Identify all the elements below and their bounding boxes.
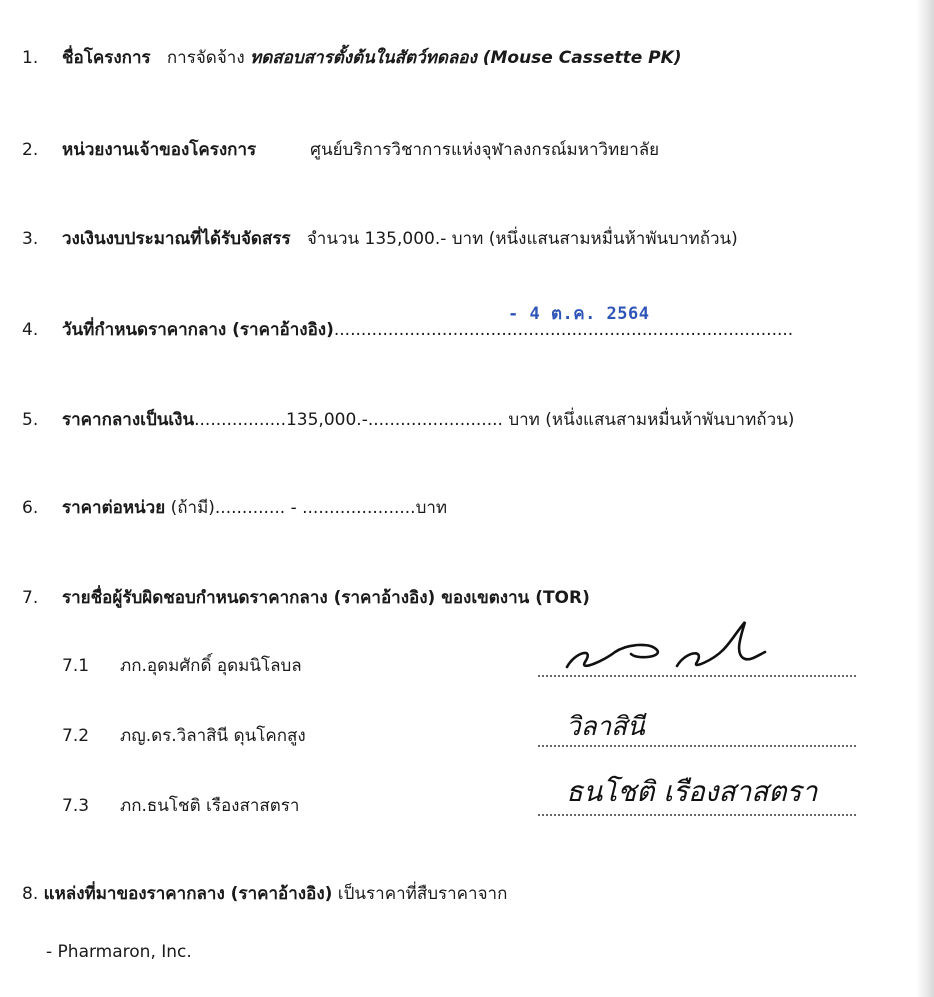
item-label: รายชื่อผู้รับผิดชอบกำหนดราคากลาง (ราคาอ้างอิง) ของเขตงาน (TOR) <box>62 588 590 608</box>
item-number: 6. <box>22 498 39 518</box>
member-name: ภก.ธนโชติ เรืองสาสตรา <box>120 796 300 816</box>
fill-dots: ................. <box>194 410 286 430</box>
signature-3: ธนโชติ เรืองสาสตรา <box>566 775 818 808</box>
item-value: ทดสอบสารตั้งต้นในสัตว์ทดลอง (Mouse Cassette PK) <box>250 48 682 68</box>
member-number: 7.1 <box>62 656 90 676</box>
item-number: 1. <box>22 48 39 68</box>
item-committee-heading <box>22 586 590 610</box>
fill-dots: ......................... <box>367 410 503 430</box>
price-in-words: บาท (หนึ่งแสนสามหมื่นห้าพันบาทถ้วน) <box>508 410 795 430</box>
item-label: ชื่อโครงการ <box>62 48 151 68</box>
item-number: 3. <box>22 229 39 249</box>
item-label: วันที่กำหนดราคากลาง (ราคาอ้างอิง) <box>62 320 334 340</box>
committee-member <box>62 794 299 818</box>
item-project-name <box>22 46 682 70</box>
item-number: 2. <box>22 140 39 160</box>
item-note: (ถ้ามี) <box>170 498 215 518</box>
date-stamp: - 4 ต.ค. 2564 <box>508 304 650 324</box>
item-label: หน่วยงานเจ้าของโครงการ <box>62 140 257 160</box>
price-amount: 135,000.- <box>285 410 368 430</box>
item-prefix: การจัดจ้าง <box>166 48 245 68</box>
member-name: ภญ.ดร.วิลาสินี ดุนโคกสูง <box>120 726 306 746</box>
fill-dots: ..................................................................................... <box>333 320 794 340</box>
item-value: ศูนย์บริการวิชาการแห่งจุฬาลงกรณ์มหาวิทยาลัย <box>310 140 660 160</box>
committee-member <box>62 654 302 678</box>
item-value: เป็นราคาที่สืบราคาจาก <box>337 884 508 904</box>
item-number: 4. <box>22 320 39 340</box>
member-number: 7.3 <box>62 796 90 816</box>
fill-dots: ..................... <box>302 498 416 518</box>
item-number: 8. <box>22 884 39 904</box>
item-budget <box>22 227 738 251</box>
item-reference-date <box>22 318 793 342</box>
signature-line <box>538 814 856 816</box>
item-reference-price <box>22 408 794 432</box>
item-label: แหล่งที่มาของราคากลาง (ราคาอ้างอิง) <box>43 884 333 904</box>
item-value: จำนวน 135,000.- บาท (หนึ่งแสนสามหมื่นห้าพันบาทถ้วน) <box>306 229 738 249</box>
item-number: 5. <box>22 410 39 430</box>
item-number: 7. <box>22 588 39 608</box>
signature-2: วิลาสินี <box>566 712 645 742</box>
unit-price-value: - <box>290 498 297 518</box>
page-edge-shadow <box>916 0 934 997</box>
item-label: วงเงินงบประมาณที่ได้รับจัดสรร <box>62 229 291 249</box>
member-name: ภก.อุดมศักดิ์ อุดมนิโลบล <box>120 656 302 676</box>
source-entry: - Pharmaron, Inc. <box>46 942 192 962</box>
fill-dots: ............. <box>214 498 286 518</box>
member-number: 7.2 <box>62 726 90 746</box>
item-label: ราคาต่อหน่วย <box>62 498 166 518</box>
item-label: ราคากลางเป็นเงิน <box>62 410 195 430</box>
item-price-source <box>22 882 507 906</box>
item-owner-agency <box>22 138 659 162</box>
committee-member <box>62 724 306 748</box>
signature-1 <box>545 612 785 682</box>
item-unit-price <box>22 496 447 520</box>
unit-label: บาท <box>415 498 448 518</box>
